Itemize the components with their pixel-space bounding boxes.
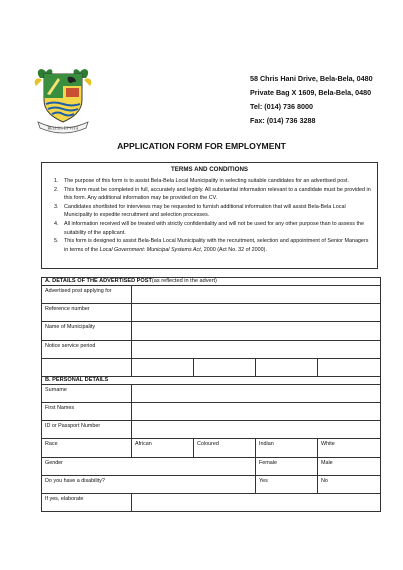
- race-option-coloured[interactable]: Coloured: [194, 439, 256, 457]
- race-option-white[interactable]: White: [318, 439, 381, 457]
- terms-list: [60, 177, 371, 254]
- notice-period-input[interactable]: [132, 340, 381, 358]
- terms-item: 4. All information received will be treated with strictly confidentiality and will not be used for any other purpose than to assess the suitability of the applicant.: [60, 220, 371, 237]
- advertised-post-input[interactable]: [132, 286, 381, 304]
- gender-label: Gender: [42, 457, 256, 475]
- form-title: APPLICATION FORM FOR EMPLOYMENT: [117, 141, 286, 151]
- reference-number-input[interactable]: [132, 304, 381, 322]
- race-label: Race: [42, 439, 132, 457]
- terms-item-5-tail: , 2000 (Act No. 32 of 2000).: [200, 246, 267, 253]
- surname-input[interactable]: [132, 384, 381, 402]
- terms-item: 1. The purpose of this form is to assist Bela-Bela Local Municipality in selecting suitable candidates for an advertised post.: [60, 177, 371, 186]
- disability-label: Do you have a disability?: [42, 475, 256, 493]
- act-name: Local Government: Municipal Systems Act: [99, 246, 201, 253]
- field-label: Notice service period: [42, 340, 132, 358]
- section-a-header: [42, 278, 381, 286]
- address-line-1: 58 Chris Hani Drive, Bela-Bela, 0480: [250, 74, 373, 83]
- municipality-name-input[interactable]: [132, 322, 381, 340]
- surname-label: Surname: [42, 384, 132, 402]
- first-names-label: First Names: [42, 402, 132, 420]
- gender-option-female[interactable]: Female: [256, 457, 318, 475]
- id-number-input[interactable]: [132, 421, 381, 439]
- contact-block: [250, 72, 373, 128]
- terms-item: 2. This form must be completed in full, accurately and legibly. All substantial information relevant to a candidate must be provided in this form. Any additional information may be provided on the CV.: [60, 186, 371, 203]
- field-label: Advertised post applying for: [42, 286, 132, 304]
- disability-option-yes[interactable]: Yes: [256, 475, 318, 493]
- elaborate-input[interactable]: [132, 493, 381, 511]
- blank-cell[interactable]: [194, 358, 256, 376]
- section-a-note: (as reflected in the advert): [151, 278, 217, 284]
- disability-option-no[interactable]: No: [318, 475, 381, 493]
- gender-option-male[interactable]: Male: [318, 457, 381, 475]
- id-number-label: ID or Passport Number: [42, 421, 132, 439]
- blank-cell[interactable]: [42, 358, 132, 376]
- terms-title: TERMS AND CONDITIONS: [170, 166, 249, 173]
- field-label: Name of Municipality: [42, 322, 132, 340]
- elaborate-label: If yes, elaborate: [42, 493, 132, 511]
- terms-and-conditions-box: [41, 162, 378, 269]
- race-option-african[interactable]: African: [132, 439, 194, 457]
- fax: Fax: (014) 736 3288: [250, 116, 316, 125]
- blank-cell[interactable]: [256, 358, 318, 376]
- address-line-2: Private Bag X 1609, Bela-Bela, 0480: [250, 88, 372, 97]
- application-form-table: [41, 277, 381, 512]
- blank-cell[interactable]: [318, 358, 381, 376]
- first-names-input[interactable]: [132, 402, 381, 420]
- telephone: Tel: (014) 736 8000: [250, 102, 313, 111]
- terms-item: 3. Candidates shortlisted for interviews may be requested to furnish additional information that will assist Bela-Bela Local Municipality to expedite recruitment and selection processes.: [60, 203, 371, 220]
- municipal-crest-logo: [32, 64, 94, 134]
- section-a-title: A. DETAILS OF THE ADVERTISED POST: [45, 278, 152, 284]
- terms-item: [60, 237, 371, 254]
- crest-motto: BELLUS ET VITA: [47, 125, 79, 131]
- blank-cell[interactable]: [132, 358, 194, 376]
- field-label: Reference number: [42, 304, 132, 322]
- race-option-indian[interactable]: Indian: [256, 439, 318, 457]
- section-b-header: B. PERSONAL DETAILS: [42, 376, 381, 384]
- terms-item-5-text: This form is designed to assist Bela-Bela Local Municipality with the recruitment, selection and appointment of Senior Managers in terms of the: [64, 238, 369, 253]
